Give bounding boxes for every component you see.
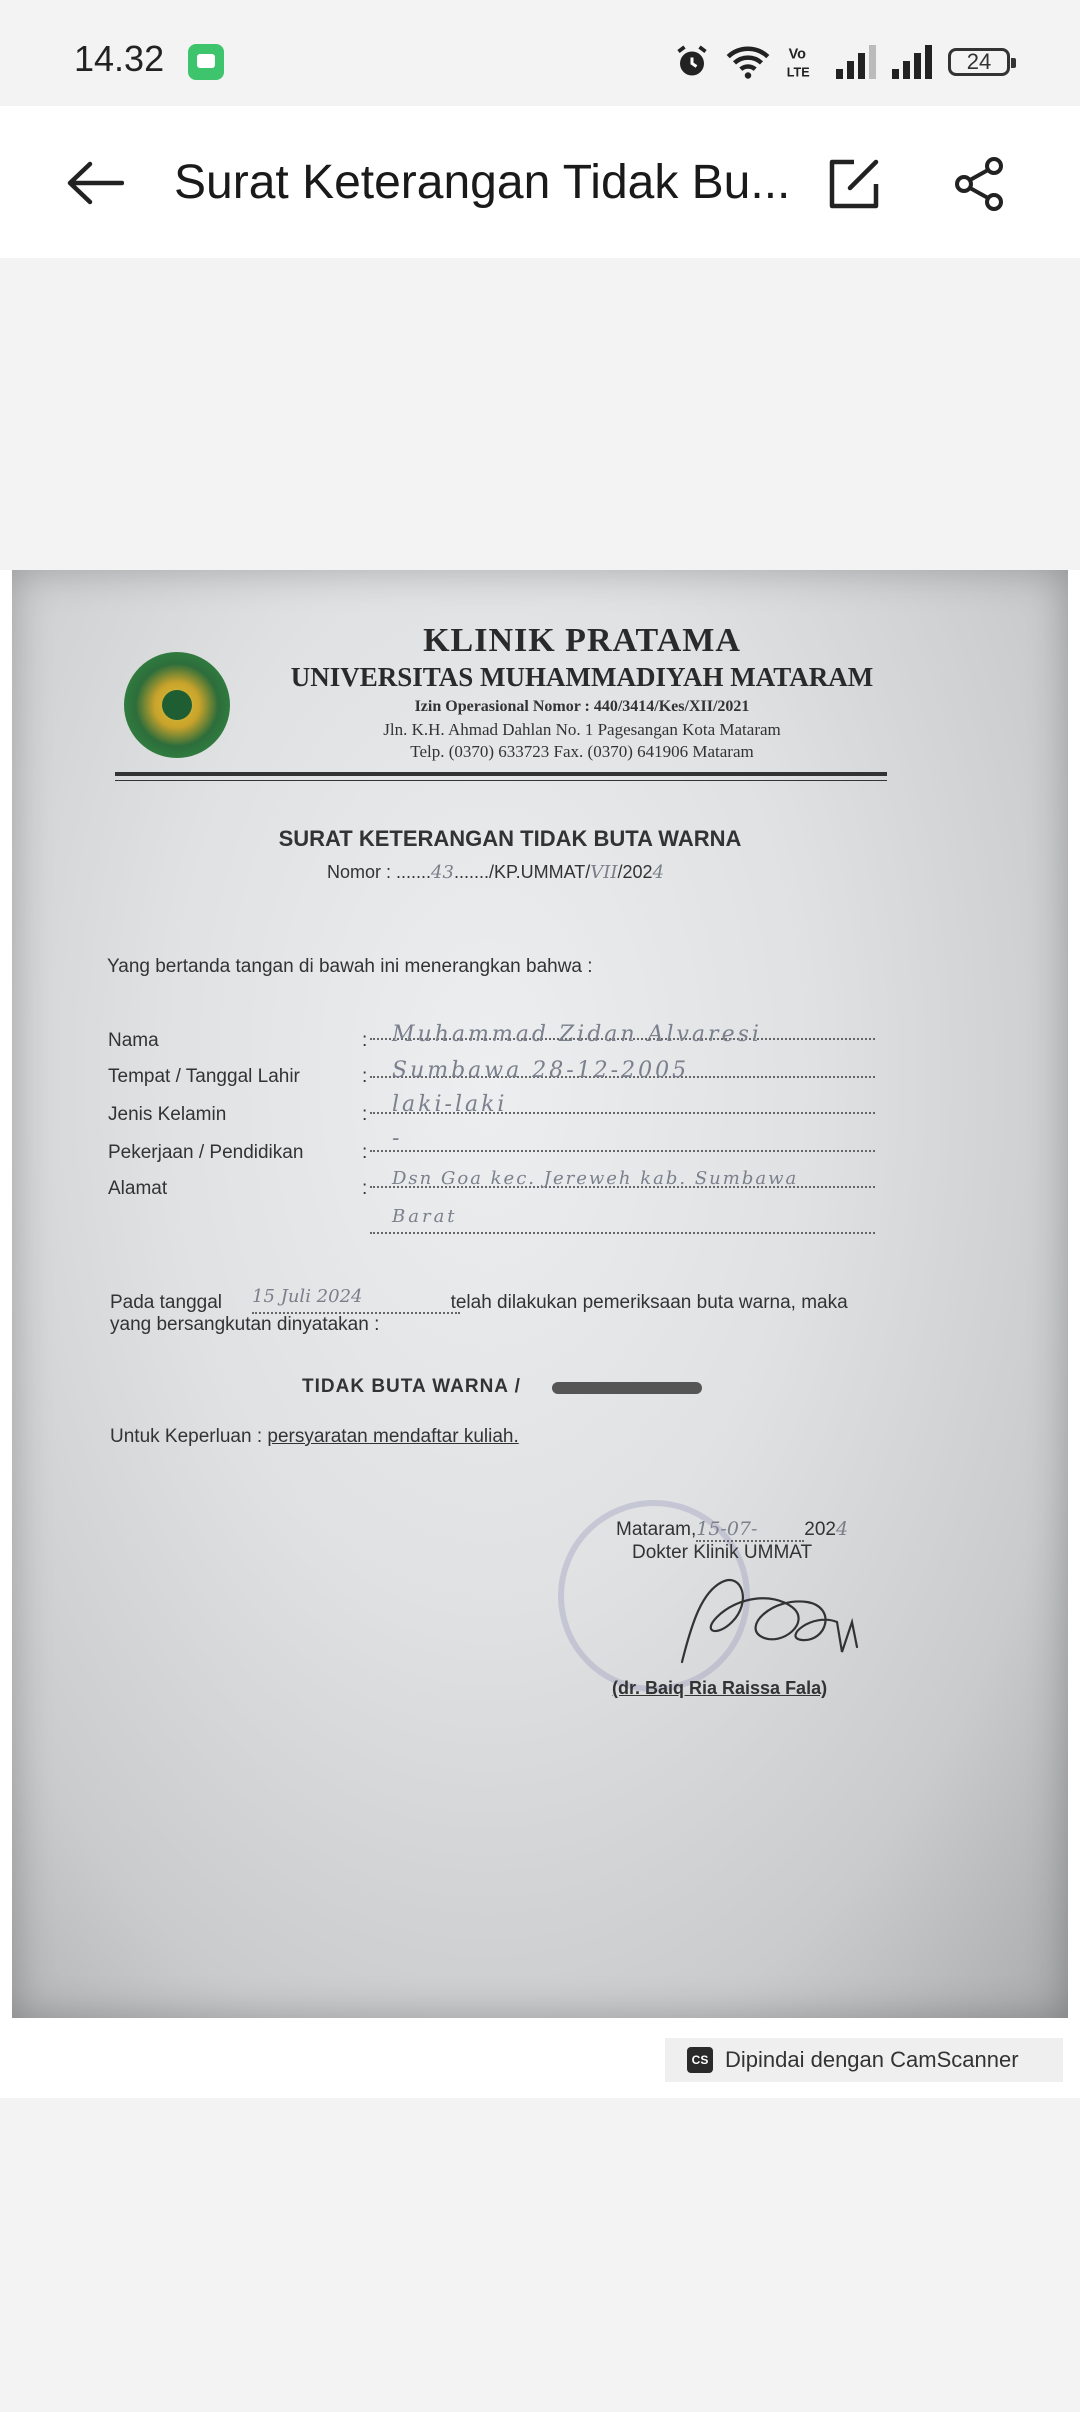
pekerjaan-line (370, 1122, 875, 1152)
keperluan-value: persyaratan mendaftar kuliah. (267, 1426, 519, 1447)
alamat-value1: Dsn Goa kec. Jereweh kab. Sumbawa (392, 1168, 799, 1189)
document-title: Surat Keterangan Tidak Bu... (174, 156, 791, 209)
status-icons (674, 40, 1010, 84)
camscanner-logo-icon: CS (687, 2047, 713, 2073)
city-date-prefix: Mataram, (616, 1519, 697, 1540)
nomor-value: 43 (431, 862, 454, 883)
letterhead-line3: Izin Operasional Nomor : 440/3414/Kes/XII/2021 (414, 698, 750, 715)
alarm-icon (674, 44, 710, 80)
jk-value: laki-laki (392, 1092, 508, 1117)
ttl-value: Sumbawa 28-12-2005 (392, 1058, 690, 1083)
signing-place-date (616, 1518, 848, 1542)
jk-label: Jenis Kelamin (108, 1104, 227, 1125)
viewer-bottom-space (0, 2098, 1080, 2412)
signature-icon (662, 1562, 882, 1672)
share-icon (952, 156, 1008, 212)
edit-icon (826, 156, 882, 212)
signal-sim1-icon (836, 45, 876, 79)
keperluan-line (110, 1426, 519, 1448)
pada-tanggal-label: Pada tanggal (110, 1292, 222, 1313)
volte-icon (786, 44, 820, 80)
nomor-month: VII (590, 862, 618, 883)
city-date-suffix: 202 (804, 1519, 836, 1540)
colon: : (362, 1104, 368, 1125)
status-time: 14.32 (74, 38, 165, 79)
hasil-text: TIDAK BUTA WARNA / (302, 1376, 521, 1397)
letter-intro: Yang bertanda tangan di bawah ini menerangkan bahwa : (107, 956, 593, 977)
letterhead-divider (115, 772, 887, 781)
arrow-left-icon (66, 161, 124, 205)
nomor-year-hand: 4 (652, 862, 665, 883)
letterhead-line4: Jln. K.H. Ahmad Dahlan No. 1 Pagesangan Kota Mataram (383, 720, 781, 739)
wifi-icon (726, 44, 770, 80)
strikeout-mark (552, 1382, 702, 1394)
alamat-label: Alamat (108, 1178, 168, 1199)
letterhead-line2: UNIVERSITAS MUHAMMADIYAH MATARAM (290, 662, 874, 692)
pada-line2: yang bersangkutan dinyatakan : (110, 1314, 380, 1335)
share-button[interactable] (946, 150, 1014, 218)
letter-title-text: SURAT KETERANGAN TIDAK BUTA WARNA (278, 826, 742, 851)
colon: : (362, 1066, 368, 1087)
letter-content (12, 570, 1068, 2018)
svg-text:Vo: Vo (788, 46, 806, 63)
signal-sim2-icon (892, 45, 932, 79)
city-date-value: 15-07- (696, 1518, 804, 1542)
nama-value: Muhammad Zidan Alvaresi (392, 1022, 762, 1047)
ttl-label: Tempat / Tanggal Lahir (108, 1066, 300, 1087)
edit-button[interactable] (820, 150, 888, 218)
back-button[interactable] (60, 150, 130, 216)
nomor-mid: ......./KP.UMMAT/ (453, 862, 591, 882)
camscanner-watermark (665, 2038, 1063, 2082)
nomor-prefix: Nomor : ....... (327, 862, 432, 882)
battery-icon: 24 (948, 48, 1010, 76)
pada-rest: telah dilakukan pemeriksaan buta warna, maka (450, 1292, 848, 1313)
colon: : (362, 1030, 368, 1051)
doctor-name: (dr. Baiq Ria Raissa Fala) (612, 1678, 828, 1698)
pada-date-value: 15 Juli 2024 (252, 1286, 460, 1314)
top-app-bar (0, 106, 1080, 258)
colon: : (362, 1178, 368, 1199)
letterhead-line5: Telp. (0370) 633723 Fax. (0370) 641906 Mataram (410, 742, 754, 761)
pekerjaan-label: Pekerjaan / Pendidikan (108, 1142, 304, 1163)
keperluan-label: Untuk Keperluan : (110, 1426, 263, 1447)
messages-notification-icon (188, 44, 224, 80)
alamat-value2: Barat (392, 1206, 458, 1227)
nama-label: Nama (108, 1030, 159, 1051)
colon: : (362, 1142, 368, 1163)
nomor-suffix: /202 (617, 862, 653, 882)
letterhead-line1: KLINIK PRATAMA (423, 622, 741, 659)
camscanner-label: Dipindai dengan CamScanner (725, 2047, 1019, 2072)
doctor-title: Dokter Klinik UMMAT (632, 1542, 813, 1563)
pekerjaan-value: - (392, 1126, 403, 1151)
pada-tanggal-paragraph (110, 1292, 930, 1336)
scanned-document-image (12, 570, 1068, 2018)
status-bar (0, 0, 1080, 106)
city-date-year-hand: 4 (835, 1518, 849, 1540)
svg-text:LTE: LTE (786, 65, 810, 80)
letter-number (327, 862, 664, 883)
letter-title (12, 826, 1068, 852)
